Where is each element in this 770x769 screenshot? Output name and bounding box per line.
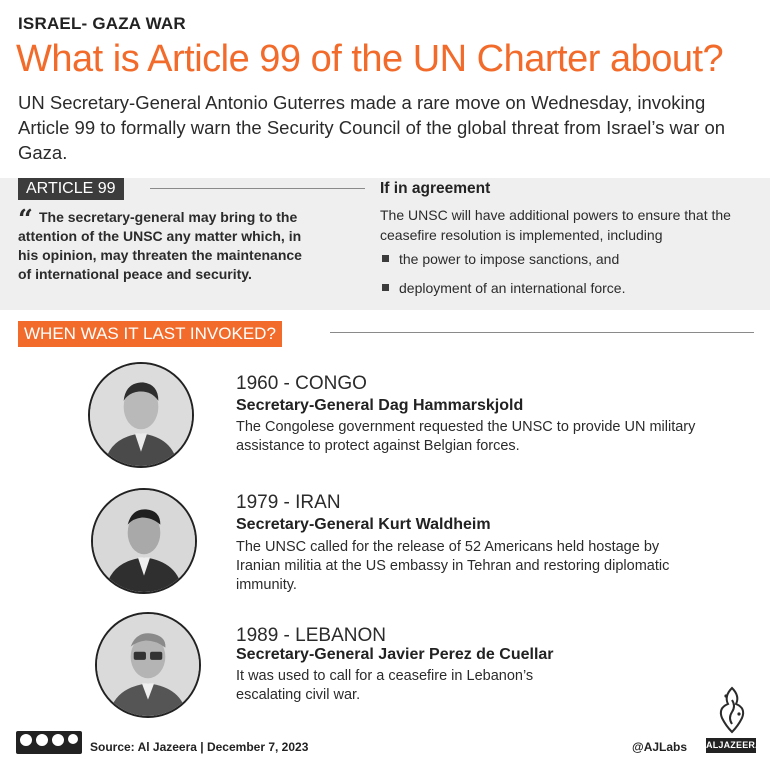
person-icon [90, 364, 192, 466]
source-line: Source: Al Jazeera | December 7, 2023 [90, 740, 309, 754]
bullet-text: deployment of an international force. [399, 280, 626, 296]
agreement-heading: If in agreement [380, 180, 491, 197]
kicker: ISRAEL- GAZA WAR [18, 14, 186, 33]
section-tag: WHEN WAS IT LAST INVOKED? [18, 321, 282, 347]
creative-commons-icon [16, 731, 82, 754]
portrait-perez-de-cuellar [95, 612, 201, 718]
entry-year: 1979 - IRAN [236, 492, 341, 513]
entry-sg: Secretary-General Dag Hammarskjold [236, 397, 524, 414]
bullet-icon [382, 255, 389, 262]
person-icon [97, 614, 199, 716]
quote-icon: “ [18, 205, 33, 235]
entry-year: 1989 - LEBANON [236, 625, 386, 646]
portrait-hammarskjold [88, 362, 194, 468]
list-item [382, 251, 619, 267]
entry-desc: The UNSC called for the release of 52 Americans held hostage by Iranian militia at the US embassy in Tehran and restoring diplomatic immunity. [236, 539, 670, 593]
bullet-icon [382, 284, 389, 291]
page-title: What is Article 99 of the UN Charter about? [16, 38, 724, 80]
social-handle: @AJLabs [632, 740, 688, 754]
list-item [382, 280, 625, 296]
portrait-waldheim [91, 488, 197, 594]
entry-desc: It was used to call for a ceasefire in Lebanon’s escalating civil war. [236, 668, 534, 703]
bullet-text: the power to impose sanctions, and [399, 251, 620, 267]
person-icon [93, 490, 195, 592]
divider [150, 188, 365, 189]
agreement-text: The UNSC will have additional powers to ensure that the ceasefire resolution is implemented, including [380, 207, 731, 243]
aljazeera-logo-icon [712, 686, 752, 734]
subtitle: UN Secretary-General Antonio Guterres made a rare move on Wednesday, invoking Article 99 to formally warn the Security Council of the global threat from Israel’s war on Gaza. [18, 92, 726, 163]
aljazeera-wordmark: ALJAZEERA [706, 738, 756, 753]
quote-text: The secretary-general may bring to the attention of the UNSC any matter which, in his opinion, may threaten the maintenance of international peace and security. [18, 209, 302, 282]
article-tag: ARTICLE 99 [18, 178, 124, 200]
entry-sg: Secretary-General Kurt Waldheim [236, 516, 491, 533]
entry-sg: Secretary-General Javier Perez de Cuellar [236, 646, 554, 663]
entry-year: 1960 - CONGO [236, 373, 367, 394]
divider [330, 332, 754, 333]
article-quote [18, 205, 318, 284]
entry-desc: The Congolese government requested the UNSC to provide UN military assistance to protect against Belgian forces. [236, 419, 696, 454]
